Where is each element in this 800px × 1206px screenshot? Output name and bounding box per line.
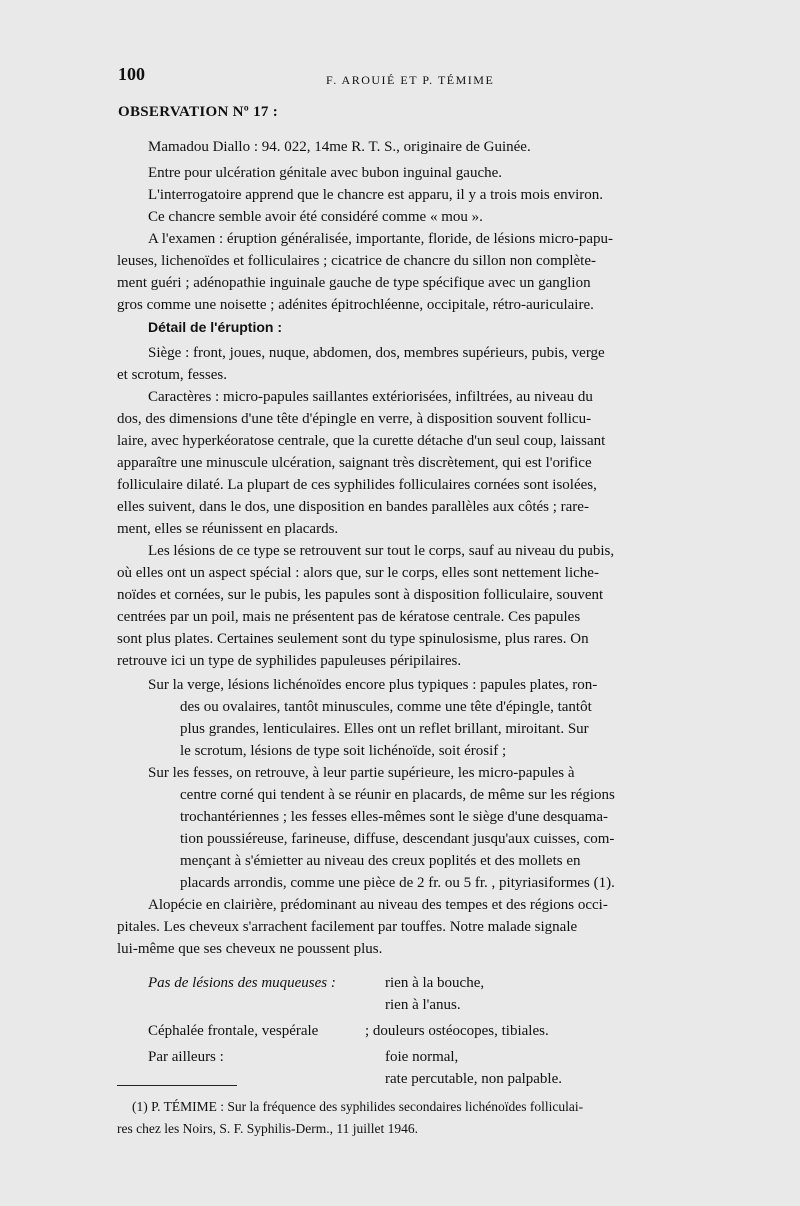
body-line: ment guéri ; adénopathie inguinale gauche de type spécifique avec un ganglion xyxy=(117,275,591,291)
body-line: Alopécie en clairière, prédominant au niveau des tempes et des régions occi- xyxy=(148,897,608,913)
body-line: pitales. Les cheveux s'arrachent facilement par touffes. Notre malade signale xyxy=(117,919,578,935)
body-line: Caractères : micro-papules saillantes extériorisées, infiltrées, au niveau du xyxy=(148,389,593,405)
body-line: mençant à s'émietter au niveau des creux poplités et des mollets en xyxy=(180,853,581,869)
body-line: apparaître une minuscule ulcération, saignant très discrètement, qui est l'orifice xyxy=(117,455,592,471)
page-number: 100 xyxy=(118,64,145,84)
body-line: Mamadou Diallo : 94. 022, 14me R. T. S., originaire de Guinée. xyxy=(148,139,531,155)
cephalee-value: ; douleurs ostéocopes, tibiales. xyxy=(365,1023,549,1039)
body-line: A l'examen : éruption généralisée, importante, floride, de lésions micro-papu- xyxy=(148,231,614,247)
body-line: centrées par un poil, mais ne présentent pas de kératose centrale. Ces papules xyxy=(117,609,581,625)
body-line: retrouve ici un type de syphilides papuleuses péripilaires. xyxy=(117,653,462,669)
mucosa-value: rien à l'anus. xyxy=(385,997,461,1013)
ailleurs-value: foie normal, xyxy=(385,1049,459,1065)
footnote-rule xyxy=(117,1085,237,1086)
body-line: laire, avec hyperkéoratose centrale, que la curette détache d'un seul coup, laissant xyxy=(117,433,606,449)
mucosa-value: rien à la bouche, xyxy=(385,975,485,991)
body-line: L'interrogatoire apprend que le chancre est apparu, il y a trois mois environ. xyxy=(148,187,604,203)
body-line: sont plus plates. Certaines seulement sont du type spinulosisme, plus rares. On xyxy=(117,631,589,647)
body-line: ment, elles se réunissent en placards. xyxy=(117,521,339,537)
body-line: centre corné qui tendent à se réunir en placards, de même sur les régions xyxy=(180,787,615,803)
body-line: gros comme une noisette ; adénites épitrochléenne, occipitale, rétro-auriculaire. xyxy=(117,297,594,313)
body-line: lui-même que ses cheveux ne poussent plus. xyxy=(117,941,383,957)
body-line: folliculaire dilaté. La plupart de ces syphilides folliculaires cornées sont isolées, xyxy=(117,477,597,493)
observation-title: OBSERVATION Nº 17 : xyxy=(118,104,279,120)
body-line: dos, des dimensions d'une tête d'épingle en verre, à disposition souvent follicu- xyxy=(117,411,592,427)
mucosa-label: Pas de lésions des muqueuses : xyxy=(148,975,336,991)
body-line: noïdes et cornées, sur le pubis, les papules sont à disposition folliculaire, souvent xyxy=(117,587,604,603)
cephalee-label: Céphalée frontale, vespérale xyxy=(148,1023,319,1039)
body-line: tion poussiéreuse, farineuse, diffuse, descendant jusqu'aux cuisses, com- xyxy=(180,831,615,847)
body-line: placards arrondis, comme une pièce de 2 fr. ou 5 fr. , pityriasiformes (1). xyxy=(180,875,615,891)
body-line: plus grandes, lenticulaires. Elles ont un reflet brillant, miroitant. Sur xyxy=(180,721,589,737)
body-line: Entre pour ulcération génitale avec bubon inguinal gauche. xyxy=(148,165,503,181)
footnote-line: res chez les Noirs, S. F. Syphilis-Derm., 11 juillet 1946. xyxy=(117,1121,419,1136)
body-line: le scrotum, lésions de type soit lichénoïde, soit érosif ; xyxy=(180,743,507,759)
body-line: Sur la verge, lésions lichénoïdes encore plus typiques : papules plates, ron- xyxy=(148,677,598,693)
body-line: trochantériennes ; les fesses elles-mêmes sont le siège d'une desquama- xyxy=(180,809,608,825)
body-line: Les lésions de ce type se retrouvent sur tout le corps, sauf au niveau du pubis, xyxy=(148,543,615,559)
running-title: F. AROUIÉ ET P. TÉMIME xyxy=(326,73,495,87)
body-line: leuses, lichenoïdes et folliculaires ; cicatrice de chancre du sillon non complète- xyxy=(117,253,596,269)
body-line: elles suivent, dans le dos, une disposition en bandes parallèles aux côtés ; rare- xyxy=(117,499,589,515)
body-line: des ou ovalaires, tantôt minuscules, comme une tête d'épingle, tantôt xyxy=(180,699,592,715)
footnote-line: (1) P. TÉMIME : Sur la fréquence des syphilides secondaires lichénoïdes folliculai- xyxy=(132,1099,584,1114)
ailleurs-value: rate percutable, non palpable. xyxy=(385,1071,562,1087)
body-line: et scrotum, fesses. xyxy=(117,367,227,383)
ailleurs-label: Par ailleurs : xyxy=(148,1049,224,1065)
body-line: où elles ont un aspect spécial : alors que, sur le corps, elles sont nettement liche- xyxy=(117,565,599,581)
body-line: Ce chancre semble avoir été considéré comme « mou ». xyxy=(148,209,483,225)
section-heading-eruption: Détail de l'éruption : xyxy=(148,319,283,335)
body-line: Sur les fesses, on retrouve, à leur partie supérieure, les micro-papules à xyxy=(148,765,575,781)
body-line: Siège : front, joues, nuque, abdomen, dos, membres supérieurs, pubis, verge xyxy=(148,345,605,361)
